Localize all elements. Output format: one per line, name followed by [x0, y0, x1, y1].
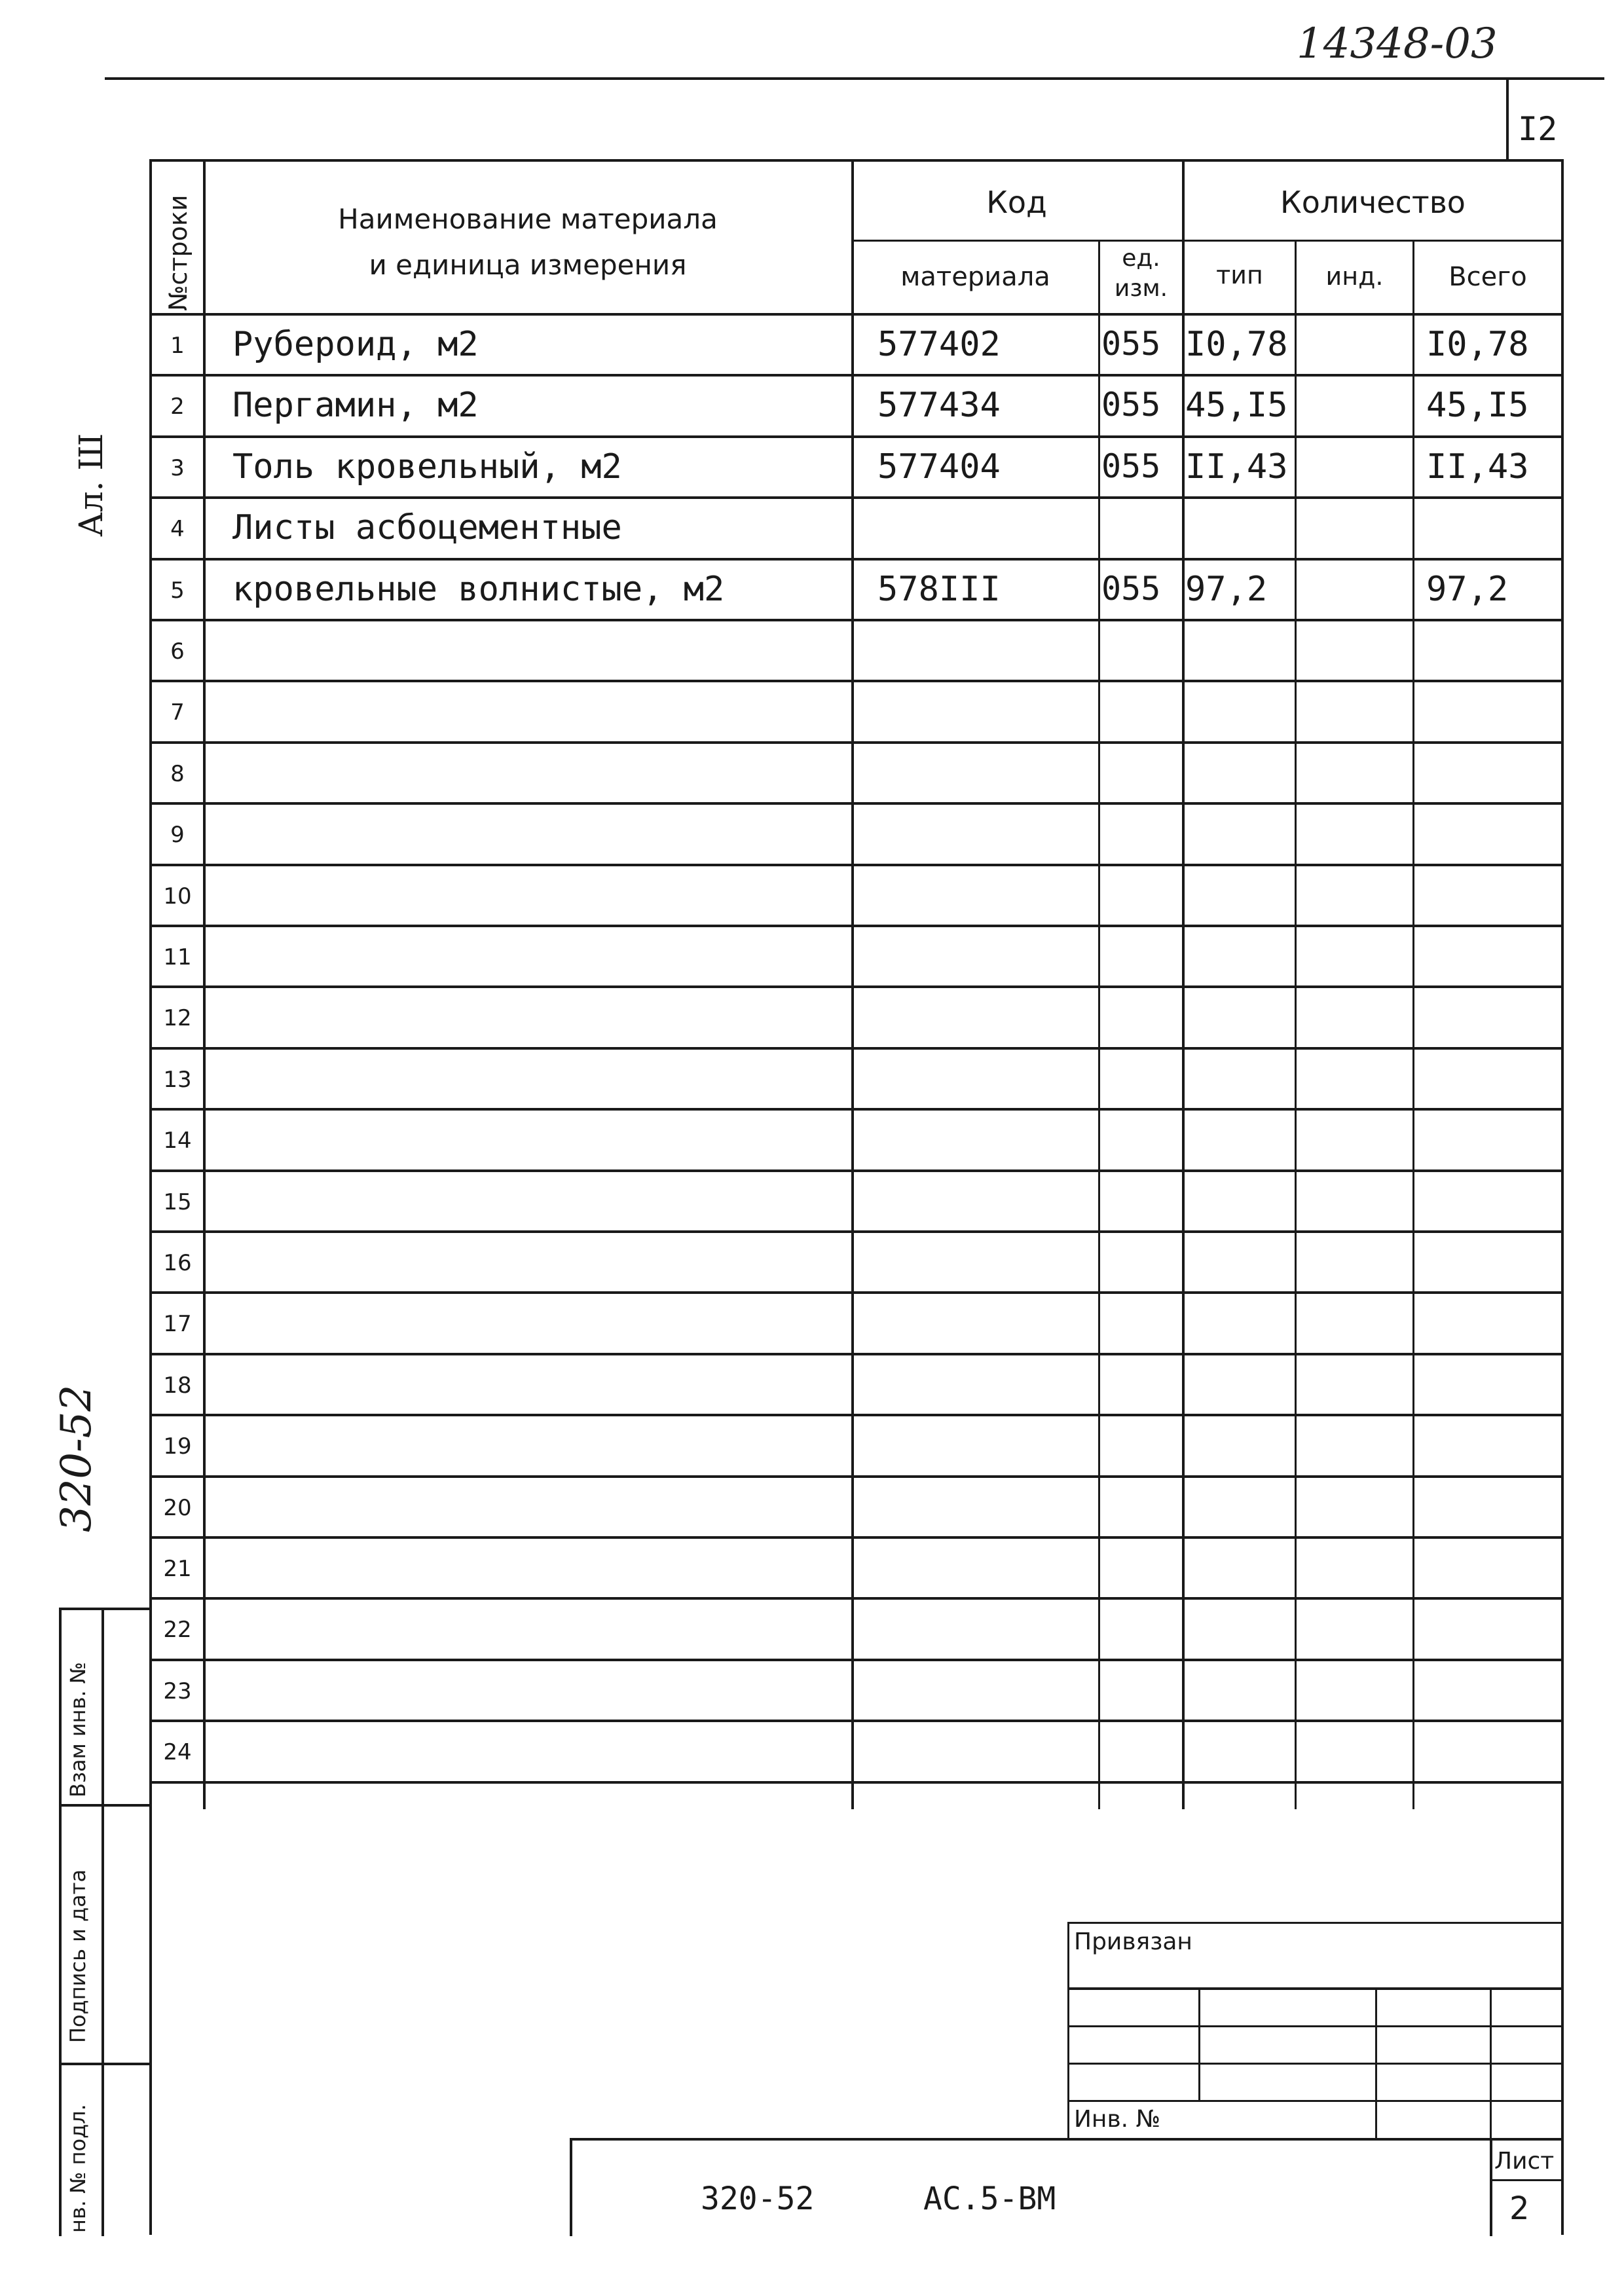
cell-unit: 055 — [1101, 569, 1161, 608]
table-row — [0, 1233, 1572, 1294]
cell-num: 4 — [170, 516, 185, 543]
cell-num: 18 — [163, 1372, 192, 1399]
cell-num: 10 — [163, 883, 192, 910]
cell-type: II,43 — [1185, 447, 1288, 487]
table-row — [0, 682, 1572, 743]
privyazan-col-1 — [1198, 1987, 1200, 2100]
cell-num: 7 — [170, 699, 185, 726]
privyazan-col-2 — [1375, 1987, 1377, 2138]
cell-name: Толь кровельный, м2 — [232, 447, 622, 487]
side-stamp-divider-1 — [59, 1804, 151, 1807]
table-row — [0, 621, 1572, 682]
cell-num: 20 — [163, 1494, 192, 1521]
header-name-line1: Наименование материала — [338, 203, 718, 235]
page-number: I2 — [1518, 110, 1558, 148]
cell-num: 14 — [163, 1128, 192, 1154]
cell-type: I0,78 — [1185, 325, 1288, 364]
cell-num: 13 — [163, 1066, 192, 1093]
designation-top — [570, 2138, 1564, 2141]
cell-type: 97,2 — [1185, 569, 1268, 609]
cell-num: 6 — [170, 638, 185, 665]
table-row — [0, 1355, 1572, 1416]
cell-num: 23 — [163, 1678, 192, 1704]
header-unit-line1: ед. — [1122, 245, 1160, 272]
table-row — [0, 744, 1572, 805]
table-row — [0, 438, 1572, 499]
list-value: 2 — [1509, 2190, 1530, 2227]
table-row — [0, 805, 1572, 866]
header-unit-line2: изм. — [1114, 275, 1168, 302]
table-row — [0, 1661, 1572, 1722]
table-row — [0, 1111, 1572, 1171]
privyazan-left — [1067, 1922, 1069, 2138]
cell-mat: 577434 — [877, 386, 1001, 426]
table-row — [0, 866, 1572, 927]
cell-total: 97,2 — [1426, 569, 1509, 609]
cell-name: кровельные волнистые, м2 — [232, 569, 725, 609]
cell-type: 45,I5 — [1185, 386, 1288, 426]
cell-num: 2 — [170, 394, 185, 420]
table-row — [0, 377, 1572, 437]
document-page: 14348-03 I2 Ал. Ш 320-52 №строки Наименование материала и единица измерения Код Количество материала ед. изм. тип инд. Всего 1 Рубероид, м2 577402 055 I0,78 I0,78 2 Пергамин, м2 577434 055 45,I5 45,I5 3 Толь кровельный, м2 577404 055 II,43 II,43 4 Листы асбоцементные 5 кровельные волнистые, м2 578III 055 97,2 97,2 6 7 8 9 10 11 12 13 14 15 16 17 18 19 20 21 22 23 24 Взам инв. № Подпись и дата нв. № подл. Привязан Инв. № 320-52 АС.5-ВМ Лист 2 — [0, 0, 1624, 2282]
table-row — [0, 1722, 1572, 1783]
cell-unit: 055 — [1101, 386, 1161, 424]
side-stamp-top — [59, 1608, 151, 1610]
cell-num: 22 — [163, 1617, 192, 1644]
table-row — [0, 1416, 1572, 1477]
cell-num: 11 — [163, 944, 192, 970]
privyazan-top — [1067, 1922, 1564, 1924]
table-row — [0, 1294, 1572, 1355]
side-stamp-divider-2 — [59, 2063, 151, 2065]
cell-num: 8 — [170, 760, 185, 787]
list-label-rule — [1490, 2179, 1564, 2181]
table-row — [0, 1600, 1572, 1661]
list-label: Лист — [1494, 2148, 1555, 2175]
side-stamp-right-border — [101, 1608, 104, 2236]
table-row — [0, 1172, 1572, 1233]
privyazan-label: Привязан — [1074, 1928, 1192, 1955]
privyazan-col-3 — [1490, 1987, 1492, 2138]
cell-name: Рубероид, м2 — [232, 325, 479, 364]
cell-num: 17 — [163, 1311, 192, 1338]
doc-number: 14348-03 — [1297, 20, 1498, 68]
designation-left — [570, 2138, 572, 2236]
cell-num: 15 — [163, 1188, 192, 1215]
table-row — [0, 988, 1572, 1049]
table-row — [0, 1539, 1572, 1600]
cell-num: 16 — [163, 1250, 192, 1276]
header-type: тип — [1216, 261, 1263, 289]
cell-name: Листы асбоцементные — [232, 508, 622, 548]
header-name-line2: и единица измерения — [369, 249, 687, 281]
row-rule — [149, 1781, 1564, 1784]
header-quantity: Количество — [1280, 185, 1466, 220]
designation-code: АС.5-ВМ — [923, 2181, 1056, 2217]
table-row — [0, 561, 1572, 621]
cell-mat: 578III — [877, 569, 1001, 609]
cell-num: 24 — [163, 1739, 192, 1766]
cell-num: 1 — [170, 333, 185, 359]
header-ind: инд. — [1325, 262, 1384, 291]
cell-num: 3 — [170, 454, 185, 481]
header-total: Всего — [1449, 262, 1527, 292]
cell-total: I0,78 — [1426, 325, 1529, 364]
cell-num: 5 — [170, 577, 185, 604]
side-stamp-left-border — [59, 1608, 62, 2236]
cell-total: 45,I5 — [1426, 386, 1529, 426]
table-row — [0, 1050, 1572, 1111]
table-row — [0, 499, 1572, 560]
cell-num: 9 — [170, 822, 185, 849]
cell-unit: 055 — [1101, 447, 1161, 485]
cell-mat: 577402 — [877, 325, 1001, 364]
cell-num: 21 — [163, 1556, 192, 1582]
table-row — [0, 316, 1572, 377]
cell-mat: 577404 — [877, 447, 1001, 487]
header-material: материала — [900, 262, 1050, 292]
designation-list-divider — [1490, 2138, 1492, 2236]
cell-num: 12 — [163, 1005, 192, 1032]
header-code: Код — [986, 185, 1047, 220]
cell-num: 19 — [163, 1433, 192, 1460]
inv-no-label: Инв. № — [1074, 2106, 1161, 2133]
table-row — [0, 1478, 1572, 1539]
cell-unit: 055 — [1101, 325, 1161, 363]
cell-name: Пергамин, м2 — [232, 386, 479, 426]
designation-number: 320-52 — [701, 2181, 815, 2217]
table-row — [0, 927, 1572, 988]
cell-total: II,43 — [1426, 447, 1529, 487]
